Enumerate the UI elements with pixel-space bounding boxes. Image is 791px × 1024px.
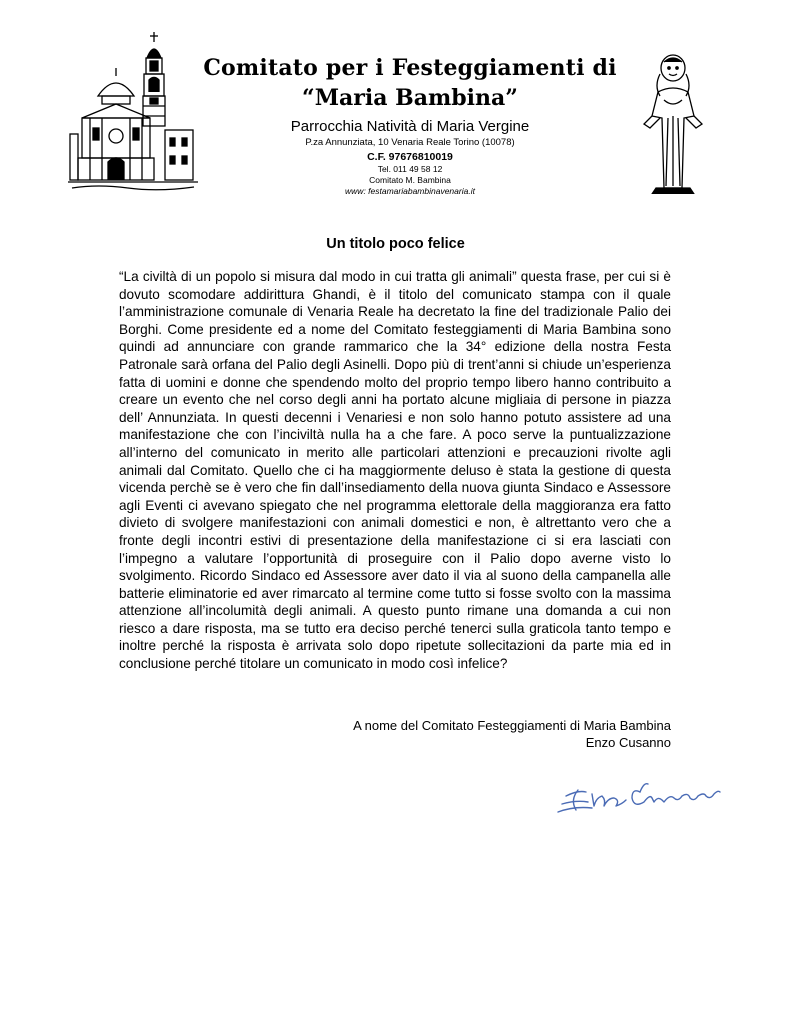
- handwritten-signature: [556, 770, 722, 816]
- fiscal-code: C.F. 97676810019: [367, 151, 453, 163]
- signoff-name: Enzo Cusanno: [585, 735, 671, 750]
- committee-title: Comitato per i Festeggiamenti di: [203, 55, 617, 81]
- address: P.za Annunziata, 10 Venaria Reale Torino (10078): [305, 137, 515, 148]
- committee-short: Comitato M. Bambina: [369, 175, 451, 185]
- website: www: festamariabambinavenaria.it: [345, 186, 475, 196]
- signoff: [353, 717, 671, 751]
- phone: Tel. 011 49 58 12: [377, 164, 443, 174]
- letter-body: “La civiltà di un popolo si misura dal modo in cui tratta gli animali” questa frase, per cui si è dovuto scomodare addirittura Ghandi, è il titolo del comunicato stampa con il quale l’amministrazione comunale di Venaria Reale ha decretato la fine del tradizionale Palio dei Borghi. Come presidente ed a nome del Comitato festeggiamenti di Maria Bambina sono quindi ad annunciare con grande rammarico che la 34° edizione della nostra Festa Patronale sarà orfana del Palio degli Asinelli. Dopo più di trent’anni si chiude un’esperienza fatta di uomini e donne che spendendo molto del proprio tempo libero hanno contribuito a creare un evento che nel corso degli anni ha portato alcune migliaia di persone in piazza dell’ Annunziata. In questi decenni i Venariesi e non solo hanno potuto assistere ad una manifestazione che con l’inciviltà nulla ha a che fare. A poco serve la puntualizzazione all’interno del comunicato in merito alle particolari attenzioni e precauzioni rivolte agli animali dal Comitato. Quello che ci ha maggiormente deluso è stata la gestione di questa vicenda perchè se è vero che fin dall’insediamento della nuova giunta Sindaco e Assessore agli Eventi ci avevano spiegato che nel programma elettorale della maggioranza era fatto divieto di svolgere manifestazioni con animali domestici e non, è altrettanto vero che a fronte degli incontri estivi di presentazione della manifestazione ci si era lasciati con l’impegno a valutare l’opportunità di proseguire con il Palio dopo averne visto lo svolgimento. Ricordo Sindaco ed Assessore aver dato il via al suono della campanella alle batterie eliminatorie ed aver rimarcato al termine come tutto si fosse svolto con la massima attenzione all’incolumità degli animali. A questo punto rimane una domanda a cui non riesco a dare risposta, ma se tutto era deciso perché tenerci sulla graticola tanto tempo e inoltre perché la risposta è arrivata solo dopo ripetute sollecitazioni da parte mia ed in conclusione perché titolare un comunicato in modo così infelice?: [119, 269, 671, 672]
- letterhead: [200, 54, 620, 197]
- church-bell-tower-icon: [68, 30, 198, 192]
- parish-name: Parrocchia Natività di Maria Vergine: [290, 118, 530, 135]
- document-title: Un titolo poco felice: [326, 236, 465, 252]
- madonna-statue-icon: [636, 52, 710, 194]
- feast-name: “Maria Bambina”: [302, 85, 518, 111]
- signoff-committee: A nome del Comitato Festeggiamenti di Maria Bambina: [353, 718, 671, 733]
